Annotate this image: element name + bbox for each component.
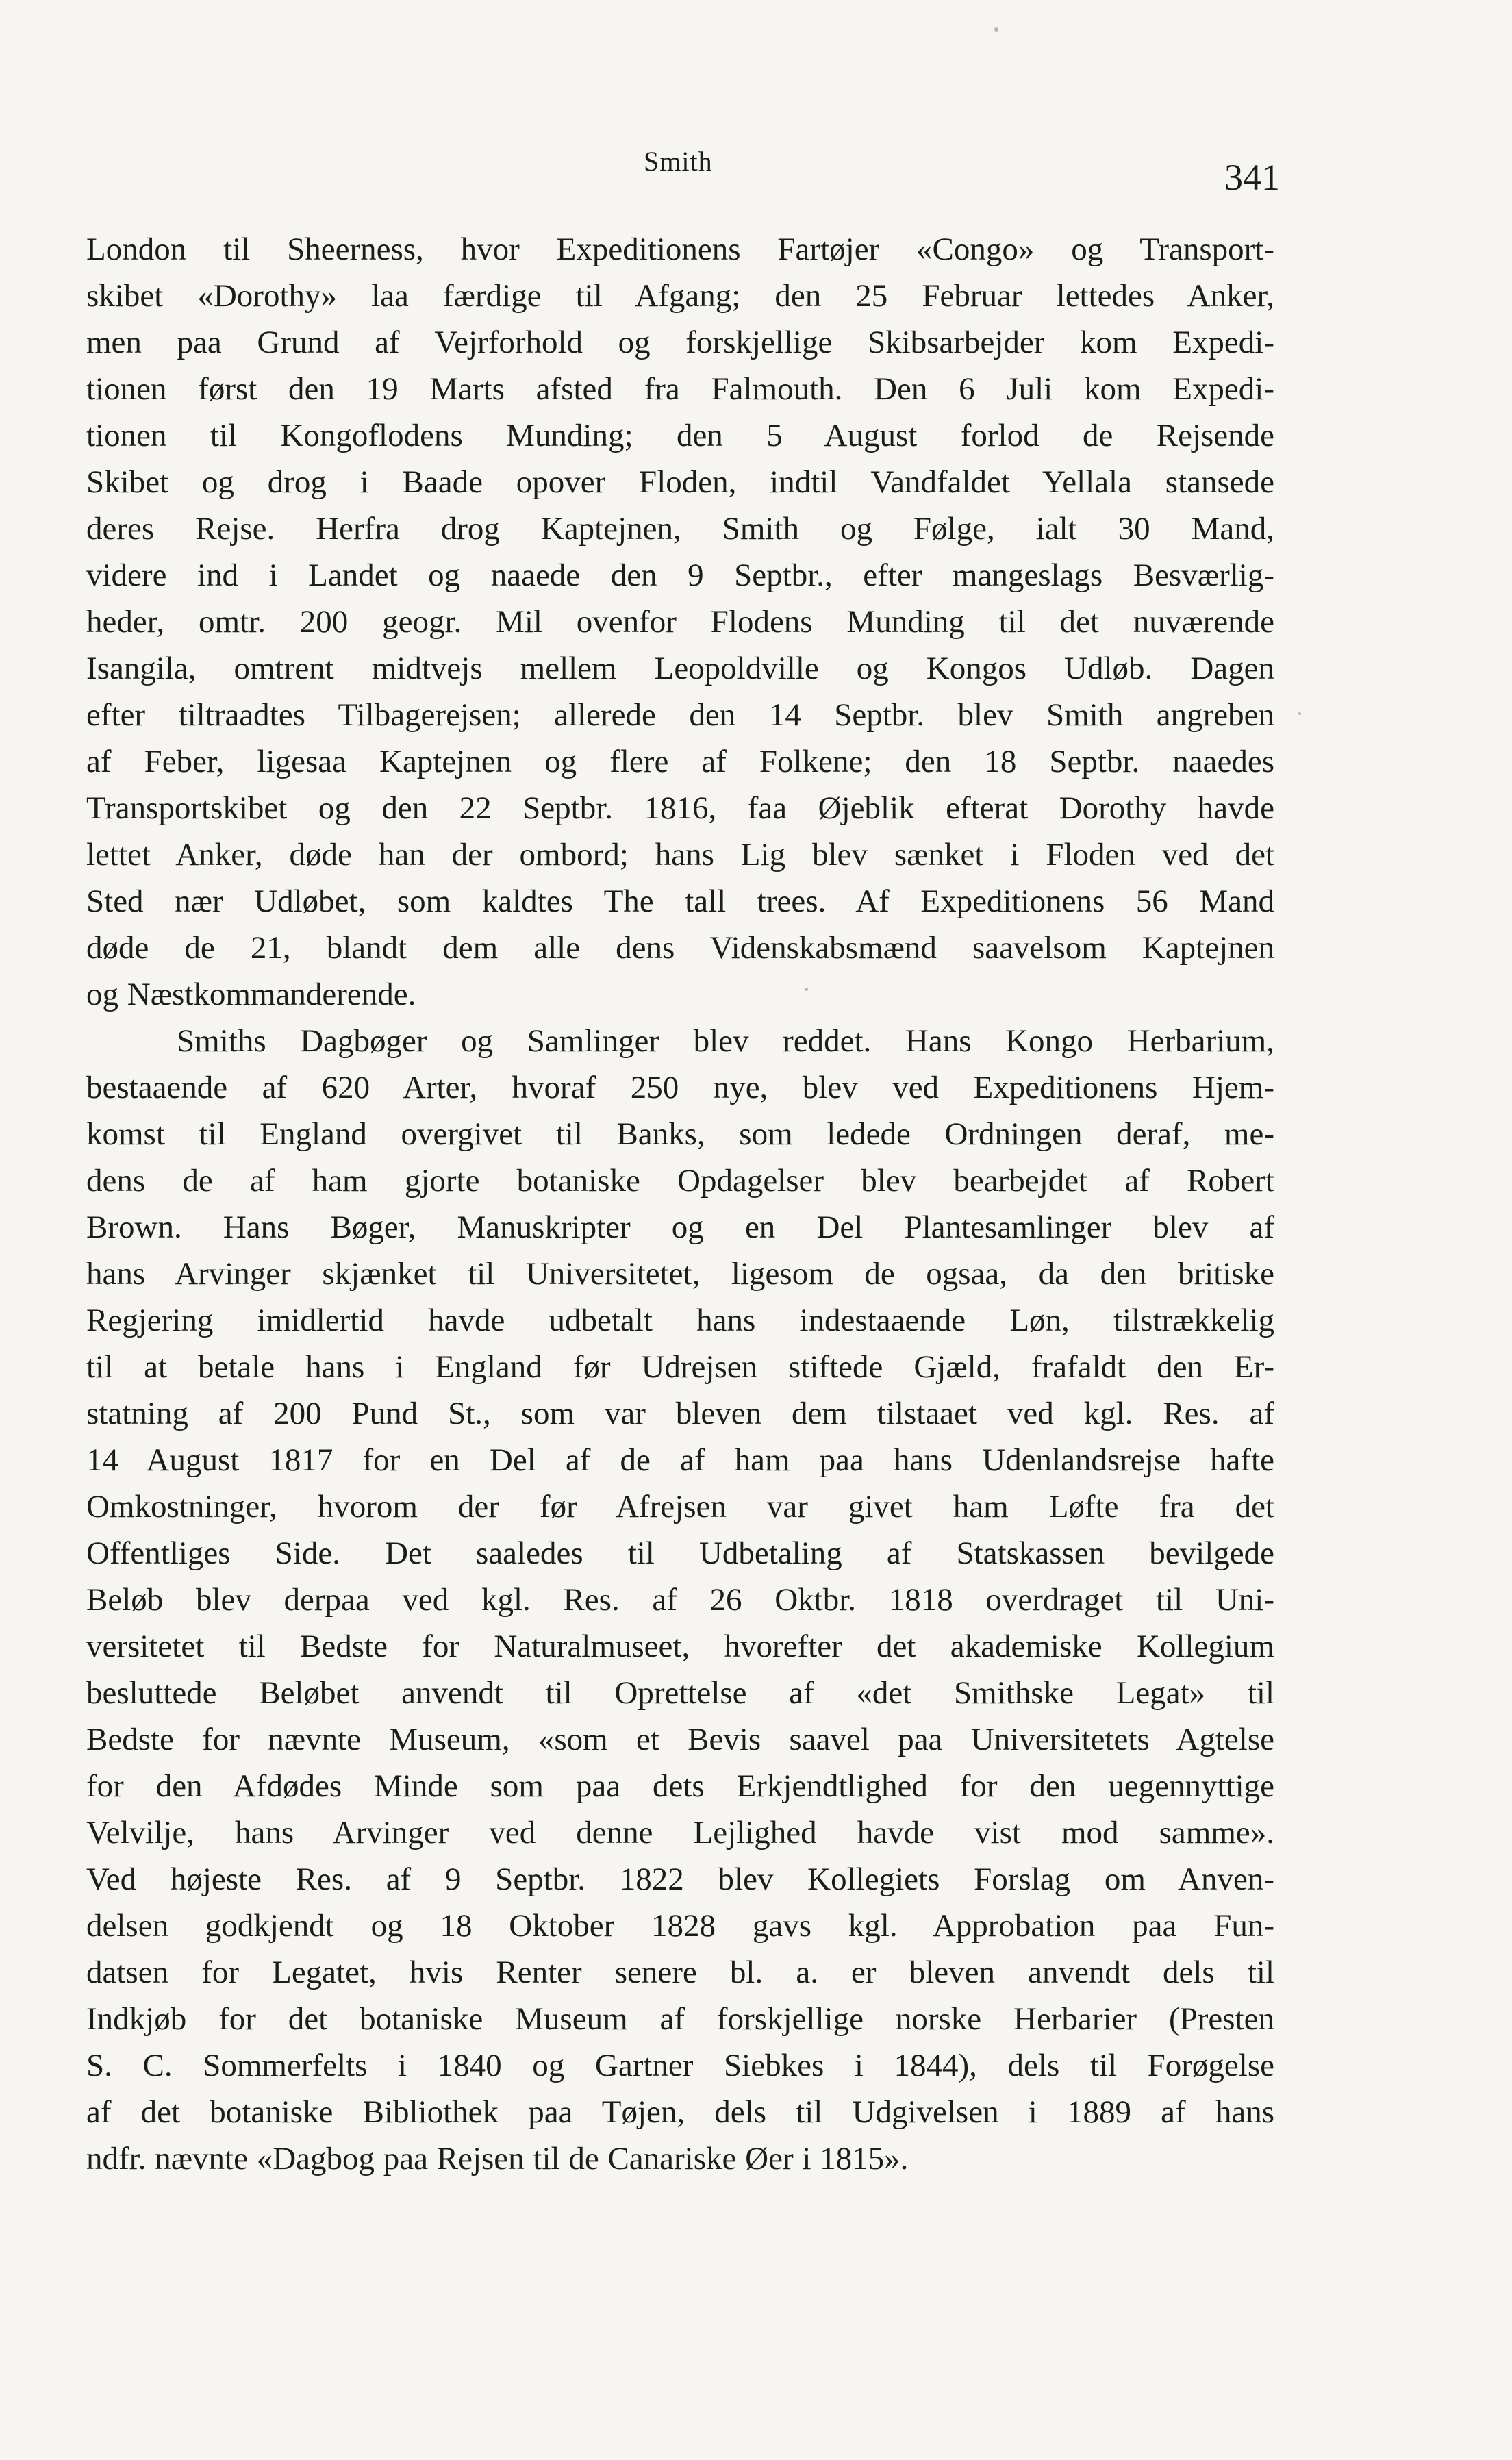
running-head: Smith [644, 146, 713, 177]
text-line: S. C. Sommerfelts i 1840 og Gartner Siebkes i 1844), dels til Forøgelse [86, 2048, 1274, 2083]
text-line: for den Afdødes Minde som paa dets Erkjendtlighed for den uegennyttige [86, 1768, 1274, 1804]
text-line: tionen til Kongoflodens Munding; den 5 August forlod de Rejsende [86, 418, 1274, 453]
text-line: London til Sheerness, hvor Expeditionens Fartøjer «Congo» og Transport- [86, 231, 1274, 267]
text-line: datsen for Legatet, hvis Renter senere bl. a. er bleven anvendt dels til [86, 1955, 1274, 1990]
text-line: videre ind i Landet og naaede den 9 Septbr., efter mangeslags Besværlig- [86, 557, 1274, 593]
body-text [86, 226, 1274, 2182]
text-line: Brown. Hans Bøger, Manuskripter og en Del Plantesamlinger blev af [86, 1209, 1274, 1245]
text-line: Bedste for nævnte Museum, «som et Bevis saavel paa Universitetets Agtelse [86, 1722, 1274, 1757]
text-line: Isangila, omtrent midtvejs mellem Leopoldville og Kongos Udløb. Dagen [86, 651, 1274, 686]
text-line: Velvilje, hans Arvinger ved denne Lejlighed havde vist mod samme». [86, 1815, 1274, 1850]
text-line: Skibet og drog i Baade opover Floden, indtil Vandfaldet Yellala stansede [86, 464, 1274, 500]
text-line: lettet Anker, døde han der ombord; hans Lig blev sænket i Floden ved det [86, 837, 1274, 873]
text-line: efter tiltraadtes Tilbagerejsen; allerede den 14 Septbr. blev Smith angreben [86, 697, 1274, 733]
text-line: dens de af ham gjorte botaniske Opdagelser blev bearbejdet af Robert [86, 1163, 1274, 1198]
paper-speck [1298, 712, 1301, 715]
text-line: og Næstkommanderende. [86, 977, 416, 1012]
text-line: versitetet til Bedste for Naturalmuseet, hvorefter det akademiske Kollegium [86, 1629, 1274, 1664]
text-line: Offentliges Side. Det saaledes til Udbetaling af Statskassen bevilgede [86, 1535, 1274, 1571]
paragraph-2 [86, 1018, 1274, 2182]
text-line: af Feber, ligesaa Kaptejnen og flere af Folkene; den 18 Septbr. naaedes [86, 744, 1274, 779]
text-line: Sted nær Udløbet, som kaldtes The tall trees. Af Expeditionens 56 Mand [86, 883, 1274, 919]
text-line: heder, omtr. 200 geogr. Mil ovenfor Flodens Munding til det nuværende [86, 604, 1274, 640]
text-line: af det botaniske Bibliothek paa Tøjen, dels til Udgivelsen i 1889 af hans [86, 2094, 1274, 2130]
text-line: skibet «Dorothy» laa færdige til Afgang; den 25 Februar lettedes Anker, [86, 278, 1274, 314]
text-line: Ved højeste Res. af 9 Septbr. 1822 blev Kollegiets Forslag om Anven- [86, 1861, 1274, 1897]
text-line: men paa Grund af Vejrforhold og forskjellige Skibsarbejder kom Expedi- [86, 325, 1274, 360]
text-line: deres Rejse. Herfra drog Kaptejnen, Smith og Følge, ialt 30 Mand, [86, 511, 1274, 547]
text-line: ndfr. nævnte «Dagbog paa Rejsen til de Canariske Øer i 1815». [86, 2141, 909, 2176]
text-line: døde de 21, blandt dem alle dens Videnskabsmænd saavelsom Kaptejnen [86, 930, 1274, 966]
text-line: til at betale hans i England før Udrejsen stiftede Gjæld, frafaldt den Er- [86, 1349, 1274, 1385]
text-line: besluttede Beløbet anvendt til Oprettelse af «det Smithske Legat» til [86, 1675, 1274, 1711]
text-line: statning af 200 Pund St., som var bleven dem tilstaaet ved kgl. Res. af [86, 1396, 1274, 1431]
text-line: komst til England overgivet til Banks, som ledede Ordningen deraf, me- [86, 1116, 1274, 1152]
text-line: bestaaende af 620 Arter, hvoraf 250 nye, blev ved Expeditionens Hjem- [86, 1070, 1274, 1105]
text-line: hans Arvinger skjænket til Universitetet, ligesom de ogsaa, da den britiske [86, 1256, 1274, 1292]
text-line: tionen først den 19 Marts afsted fra Falmouth. Den 6 Juli kom Expedi- [86, 371, 1274, 407]
text-line: 14 August 1817 for en Del af de af ham paa hans Udenlandsrejse hafte [86, 1442, 1274, 1478]
paragraph-1 [86, 226, 1274, 1018]
paper-speck [805, 988, 808, 991]
text-line: Smiths Dagbøger og Samlinger blev reddet. Hans Kongo Herbarium, [177, 1023, 1274, 1059]
text-line: Indkjøb for det botaniske Museum af forskjellige norske Herbarier (Presten [86, 2001, 1274, 2037]
paper-speck [994, 27, 998, 32]
page-number: 341 [1224, 157, 1280, 198]
text-line: Regjering imidlertid havde udbetalt hans indestaaende Løn, tilstrækkelig [86, 1303, 1274, 1338]
text-line: Beløb blev derpaa ved kgl. Res. af 26 Oktbr. 1818 overdraget til Uni- [86, 1582, 1274, 1618]
text-line: delsen godkjendt og 18 Oktober 1828 gavs kgl. Approbation paa Fun- [86, 1908, 1274, 1944]
text-line: Omkostninger, hvorom der før Afrejsen var givet ham Løfte fra det [86, 1489, 1274, 1524]
text-line: Transportskibet og den 22 Septbr. 1816, faa Øjeblik efterat Dorothy havde [86, 790, 1274, 826]
